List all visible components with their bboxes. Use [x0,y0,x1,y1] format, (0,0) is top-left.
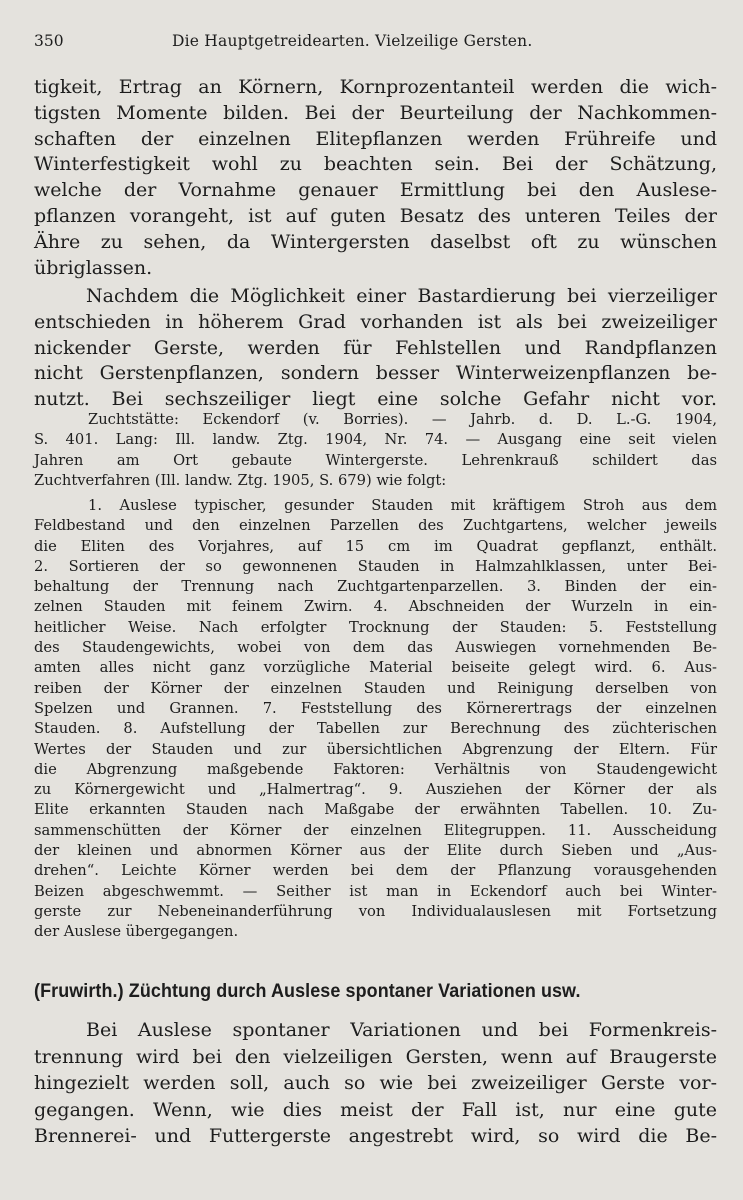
text-line: hingezielt werden soll, auch so wie bei zweizeiliger Gerste vor- [34,1072,717,1095]
text-line: trennung wird bei den vielzeiligen Gersten, wenn auf Braugerste [34,1045,717,1068]
text-line: 2. Sortieren der so gewonnenen Stauden in Halmzahlklassen, unter Bei- [34,557,717,575]
text-line: welche der Vornahme genauer Ermittlung bei den Auslese- [34,179,717,202]
text-line: gegangen. Wenn, wie dies meist der Fall ist, nur eine gute [34,1098,717,1121]
text-line: Stauden. 8. Aufstellung der Tabellen zur Berechnung des züchterischen [34,720,717,738]
text-line: 1. Auslese typischer, gesunder Stauden mit kräftigem Stroh aus dem [88,497,717,514]
text-line: Brennerei- und Futtergerste angestrebt wird, so wird die Be- [34,1125,717,1148]
text-line: entschieden in höherem Grad vorhanden ist als bei zweizeiliger [34,310,717,333]
text-line: übriglassen. [34,256,153,279]
text-line: S. 401. Lang: Ill. landw. Ztg. 1904, Nr. 74. — Ausgang eine seit vielen [34,431,717,449]
zuchtstaette-paragraph [34,410,717,491]
text-line: nickender Gerste, werden für Fehlstellen und Randpflanzen [34,336,717,359]
text-line: Winterfestigkeit wohl zu beachten sein. Bei der Schätzung, [34,153,717,176]
paragraph-2 [34,284,717,413]
text-line: Zuchtstätte: Eckendorf (v. Borries). — Jahrb. d. D. L.-G. 1904, [88,411,717,428]
running-head: Die Hauptgetreidearten. Vielzeilige Gersten. [172,32,533,50]
text-line: des Staudengewichts, wobei von dem das Auswiegen vornehmenden Be- [34,639,717,657]
text-line: behaltung der Trennung nach Zuchtgartenparzellen. 3. Binden der ein- [34,578,717,596]
text-line: nutzt. Bei sechszeiliger liegt eine solche Gefahr nicht vor. [34,388,717,411]
text-line: Ähre zu sehen, da Wintergersten daselbst oft zu wünschen [34,230,717,253]
text-line: tigkeit, Ertrag an Körnern, Kornprozentanteil werden die wich- [34,76,717,98]
text-line: die Eliten des Vorjahres, auf 15 cm im Quadrat gepflanzt, enthält. [34,537,717,555]
text-line: gerste zur Nebeneinanderführung von Individualauslesen mit Fortsetzung [34,902,717,920]
text-line: schaften der einzelnen Elitepflanzen werden Frühreife und [34,127,717,150]
procedure-list [34,496,717,943]
text-line: Spelzen und Grannen. 7. Feststellung des Körnerertrags der einzelnen [34,699,717,717]
text-line: die Abgrenzung maßgebende Faktoren: Verhältnis von Staudengewicht [34,760,717,778]
text-line: amten alles nicht ganz vorzügliche Material beiseite gelegt wird. 6. Aus- [34,659,717,677]
text-line: zelnen Stauden mit feinem Zwirn. 4. Abschneiden der Wurzeln in ein- [34,598,717,616]
section-heading: (Fruwirth.) Züchtung durch Auslese spontaner Variationen usw. [34,980,581,1002]
text-line: Feldbestand und den einzelnen Parzellen des Zuchtgartens, welcher jeweils [34,517,717,535]
page-header [34,32,714,58]
paragraph-section [34,1017,717,1150]
text-line: Nachdem die Möglichkeit einer Bastardierung bei vierzeiliger [86,285,717,307]
text-line: reiben der Körner der einzelnen Stauden und Reinigung derselben von [34,679,717,697]
text-line: sammenschütten der Körner der einzelnen Elitegruppen. 11. Ausscheidung [34,821,717,839]
text-line: Wertes der Stauden und zur übersichtlichen Abgrenzung der Eltern. Für [34,740,717,758]
paragraph-1 [34,75,717,281]
page-number: 350 [34,32,64,50]
text-line: Zuchtverfahren (Ill. landw. Ztg. 1905, S. 679) wie folgt: [34,471,447,489]
text-line: Jahren am Ort gebaute Wintergerste. Lehrenkrauß schildert das [34,451,717,469]
text-line: Beizen abgeschwemmt. — Seither ist man in Eckendorf auch bei Winter- [34,882,717,900]
text-line: der kleinen und abnormen Körner aus der Elite durch Sieben und „Aus- [34,842,717,860]
text-line: tigsten Momente bilden. Bei der Beurteilung der Nachkommen- [34,101,717,124]
text-line: Elite erkannten Stauden nach Maßgabe der erwähnten Tabellen. 10. Zu- [34,801,717,819]
text-line: der Auslese übergegangen. [34,923,239,941]
text-line: drehen“. Leichte Körner werden bei dem der Pflanzung vorausgehenden [34,862,717,880]
text-line: zu Körnergewicht und „Halmertrag“. 9. Ausziehen der Körner der als [34,781,717,799]
text-line: Bei Auslese spontaner Variationen und bei Formenkreis- [86,1019,717,1041]
text-line: nicht Gerstenpflanzen, sondern besser Winterweizenpflanzen be- [34,362,717,385]
text-line: pflanzen vorangeht, ist auf guten Besatz des unteren Teiles der [34,204,717,227]
text-line: heitlicher Weise. Nach erfolgter Trocknung der Stauden: 5. Feststellung [34,618,717,636]
